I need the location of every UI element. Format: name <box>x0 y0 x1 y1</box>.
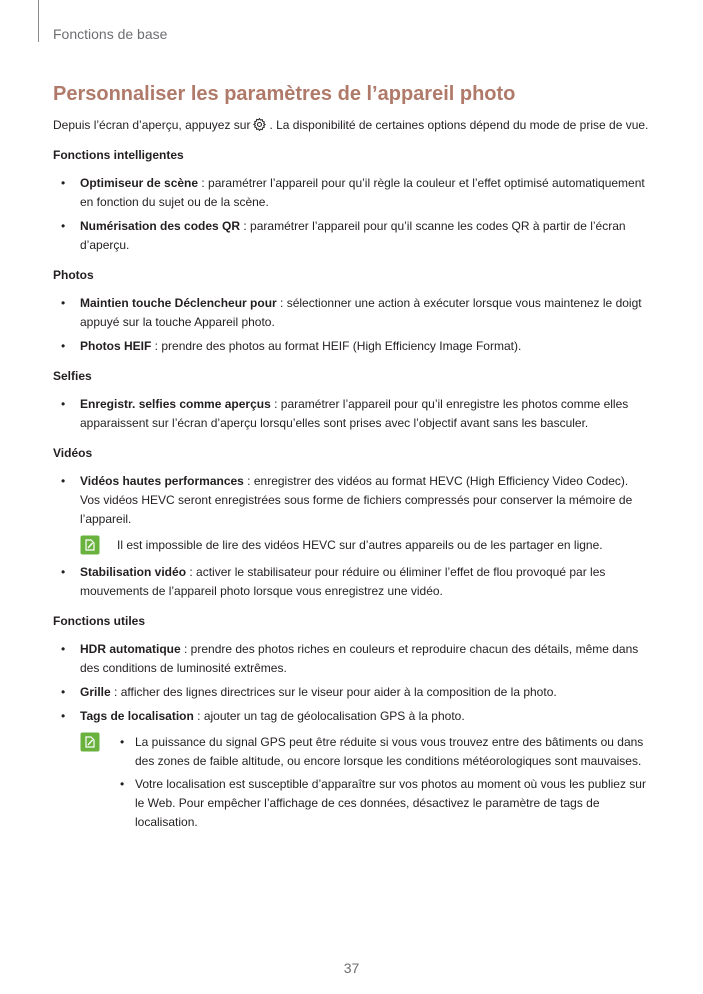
page-number: 37 <box>343 960 360 976</box>
list-item: • Enregistr. selfies comme aperçus : paramétrer l’appareil pour qu’il enregistre les photos comme elles apparaissent sur l’écran d’aperçu lorsqu’elles sont prises avec l’objectif avant sans les basculer. <box>61 397 629 430</box>
header-section-title: Fonctions de base <box>53 26 168 42</box>
bullet: • <box>61 685 66 699</box>
intro-paragraph: Depuis l’écran d’aperçu, appuyez sur . La disponibilité de certaines options dépend du mode de prise de vue. <box>53 118 649 132</box>
list-item: • Photos HEIF : prendre des photos au format HEIF (High Efficiency Image Format). <box>53 337 651 356</box>
bullet: • <box>61 709 66 723</box>
note-block <box>80 733 651 832</box>
bullet: • <box>120 777 125 791</box>
list-item: • HDR automatique : prendre des photos riches en couleurs et reproduire chacun des détails, même dans des conditions de luminosité extrêmes. <box>61 642 639 675</box>
list-item: • Stabilisation vidéo : activer le stabilisateur pour réduire ou éliminer l’effet de flou provoqué par les mouvements de l’appareil photo lorsque vous enregistrez une vidéo. <box>61 565 606 598</box>
section-heading-videos: Vidéos <box>53 446 93 460</box>
bullet: • <box>61 219 66 233</box>
bullet: • <box>61 474 66 488</box>
bullet: • <box>61 176 66 190</box>
section-heading-utils: Fonctions utiles <box>53 614 146 628</box>
bullet: • <box>61 397 66 411</box>
note-text: Il est impossible de lire des vidéos HEVC sur d’autres appareils ou de les partager en ligne. <box>117 538 603 552</box>
list-item: • Tags de localisation : ajouter un tag de géolocalisation GPS à la photo. <box>53 707 651 726</box>
section-heading-selfies: Selfies <box>53 369 92 383</box>
bullet: • <box>120 735 125 749</box>
bullet: • <box>61 339 66 353</box>
note-icon <box>80 535 100 555</box>
page-title: Personnaliser les paramètres de l’appareil photo <box>53 83 516 105</box>
note-list-item: • Votre localisation est susceptible d’apparaître sur vos photos au moment où vous les publiez sur le Web. Pour empêcher l’affichage de ces données, désactivez le paramètre de tags de localisation. <box>120 777 646 829</box>
bullet: • <box>61 565 66 579</box>
list-item: • Numérisation des codes QR : paramétrer l’appareil pour qu’il scanne les codes QR à partir de l’écran d’aperçu. <box>61 219 626 252</box>
bullet: • <box>61 642 66 656</box>
list-item: • Grille : afficher des lignes directrices sur le viseur pour aider à la composition de la photo. <box>53 683 651 702</box>
list-item: • Vidéos hautes performances : enregistrer des vidéos au format HEVC (High Efficiency Video Codec). Vos vidéos HEVC seront enregistrées sous forme de fichiers compressés pour conserver la mémoire de l’appareil. <box>61 474 633 526</box>
section-heading-photos: Photos <box>53 268 94 282</box>
gear-icon <box>252 117 267 132</box>
list-item: • Optimiseur de scène : paramétrer l’appareil pour qu’il règle la couleur et l’effet optimisé automatiquement en fonction du sujet ou de la scène. <box>61 176 645 209</box>
document-body <box>53 116 651 837</box>
note-list-item: • La puissance du signal GPS peut être réduite si vous vous trouvez entre des bâtiments ou dans des zones de faible altitude, ou encore lorsque les conditions météorologiques sont mauvaises. <box>120 735 644 768</box>
note-icon <box>80 732 100 752</box>
header-rule <box>38 0 39 42</box>
bullet: • <box>61 296 66 310</box>
note-block <box>80 536 651 558</box>
list-item: • Maintien touche Déclencheur pour : sélectionner une action à exécuter lorsque vous maintenez le doigt appuyé sur la touche Appareil photo. <box>61 296 642 329</box>
section-heading-smart: Fonctions intelligentes <box>53 148 184 162</box>
